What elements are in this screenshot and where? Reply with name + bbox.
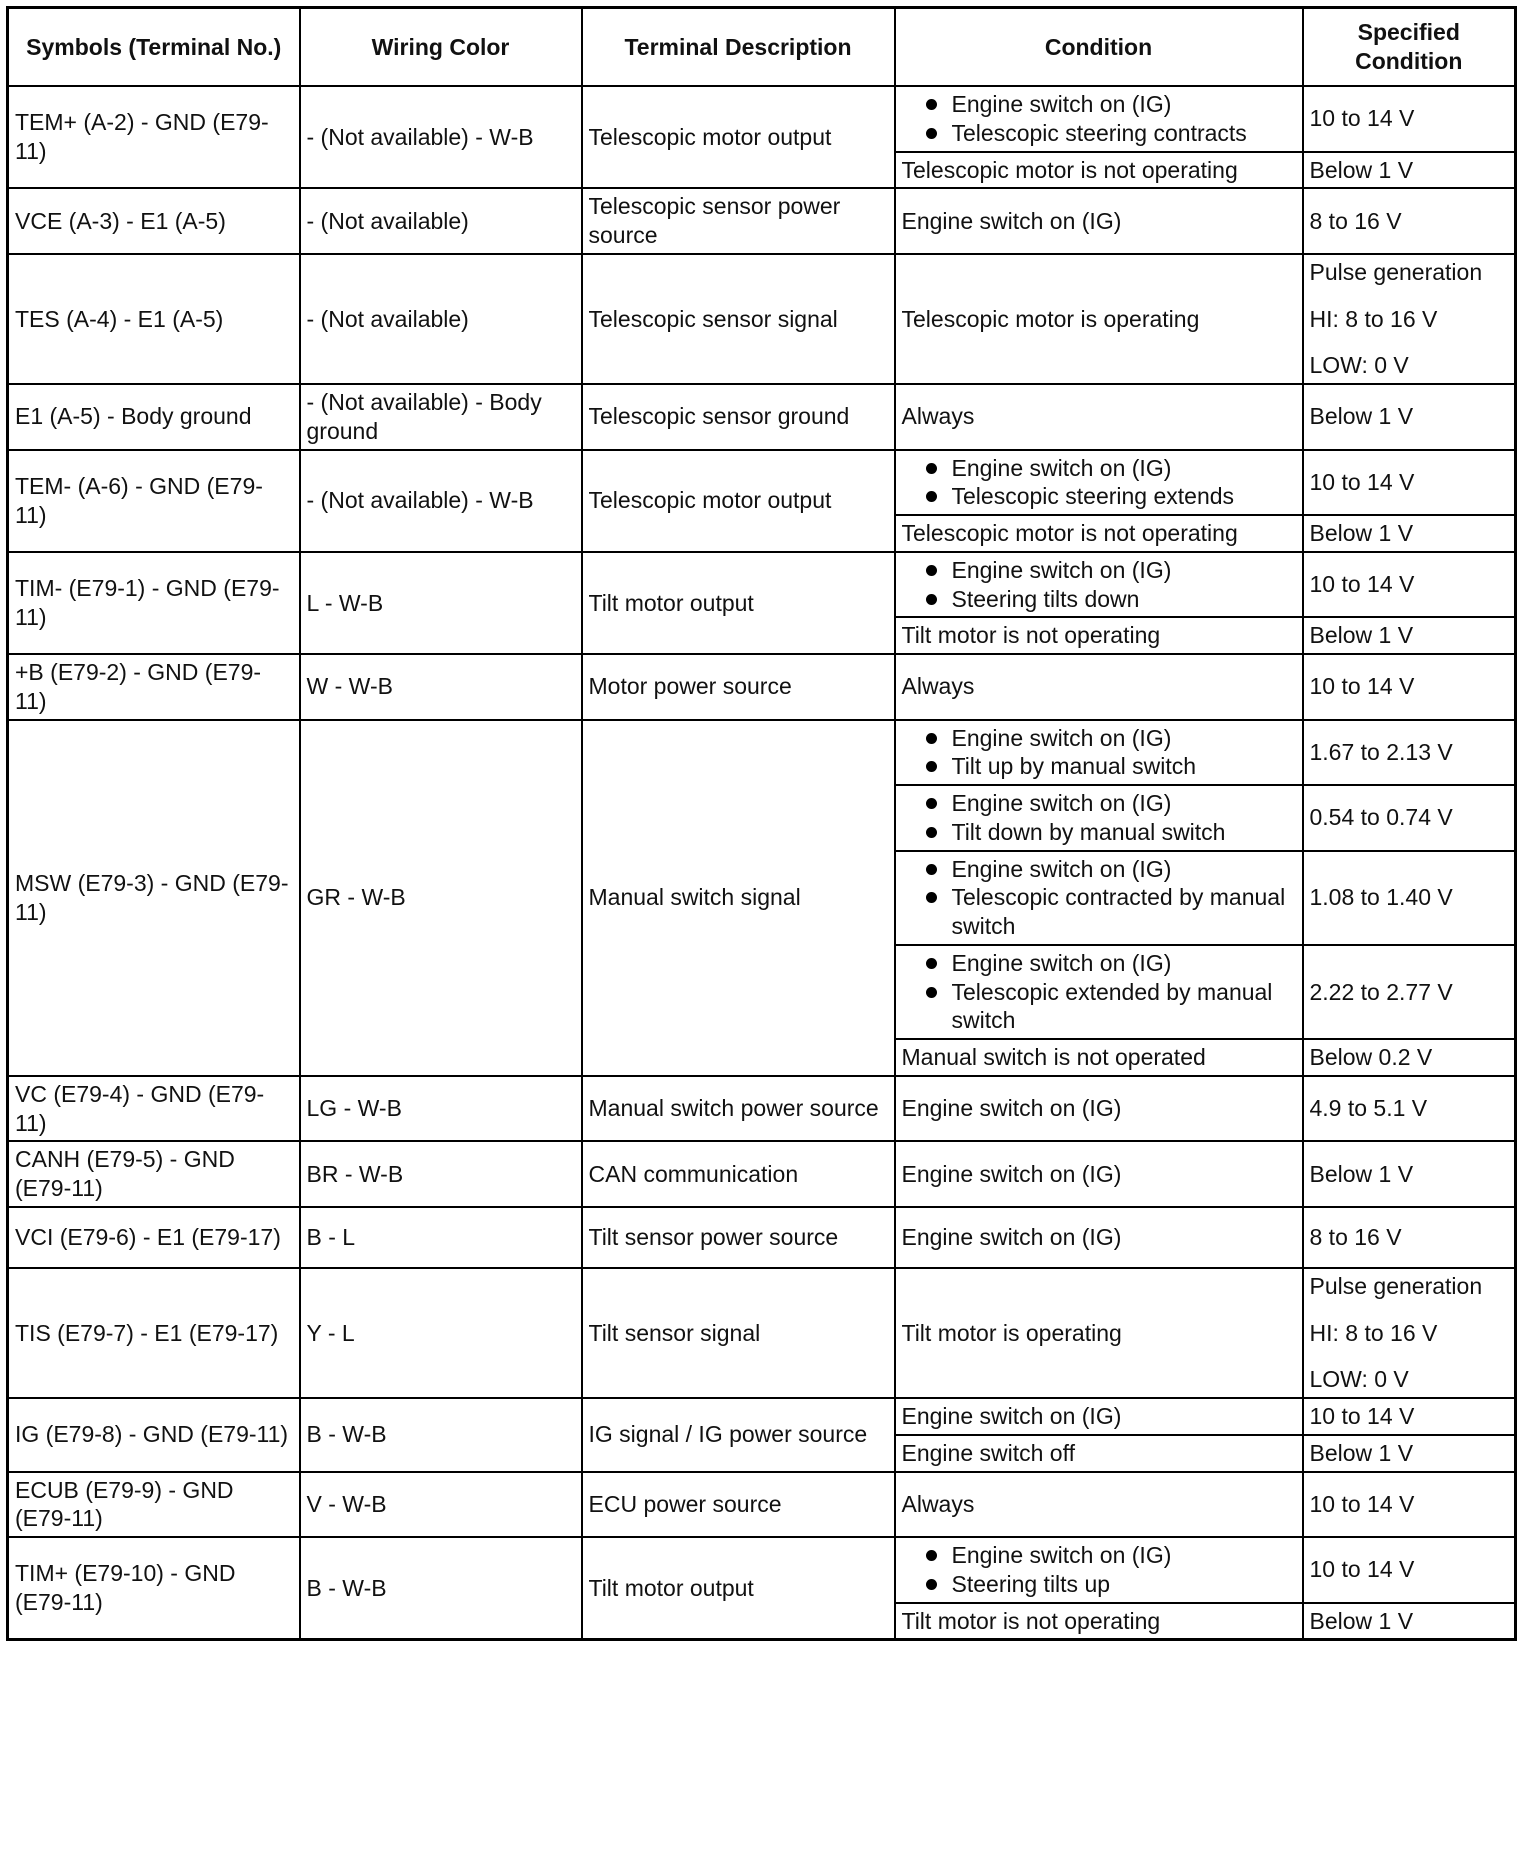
cell-spec: 10 to 14 V [1303, 1537, 1516, 1603]
cell-description: Tilt sensor power source [582, 1207, 895, 1268]
cell-spec: 8 to 16 V [1303, 188, 1516, 254]
table-row [8, 1472, 1516, 1538]
cell-symbols: VCE (A-3) - E1 (A-5) [8, 188, 300, 254]
cell-spec: Below 1 V [1303, 1603, 1516, 1640]
header-specified-condition [1303, 8, 1516, 87]
cell-wiring: - (Not available) - W-B [300, 86, 582, 188]
cell-spec [1303, 254, 1516, 384]
cell-condition [895, 86, 1303, 152]
cell-spec: 1.67 to 2.13 V [1303, 720, 1516, 786]
cell-condition: Telescopic motor is not operating [895, 515, 1303, 552]
condition-bullet: Telescopic steering contracts [926, 119, 1296, 148]
cell-description: Manual switch signal [582, 720, 895, 1076]
condition-bullet: Tilt up by manual switch [926, 752, 1296, 781]
condition-bullet: Engine switch on (IG) [926, 556, 1296, 585]
cell-wiring: - (Not available) - W-B [300, 450, 582, 552]
table-row [8, 654, 1516, 720]
cell-description: Motor power source [582, 654, 895, 720]
cell-description: Telescopic motor output [582, 450, 895, 552]
table-row [8, 1398, 1516, 1435]
condition-bullet: Engine switch on (IG) [926, 789, 1296, 818]
cell-condition [895, 720, 1303, 786]
cell-symbols: +B (E79-2) - GND (E79-11) [8, 654, 300, 720]
header-specified-line2: Condition [1355, 48, 1463, 74]
cell-spec: 10 to 14 V [1303, 86, 1516, 152]
condition-bullet: Tilt down by manual switch [926, 818, 1296, 847]
header-terminal-description: Terminal Description [582, 8, 895, 87]
cell-spec: Below 0.2 V [1303, 1039, 1516, 1076]
table-row [8, 450, 1516, 516]
cell-wiring: BR - W-B [300, 1141, 582, 1207]
cell-symbols: MSW (E79-3) - GND (E79-11) [8, 720, 300, 1076]
table-row [8, 384, 1516, 450]
cell-condition [895, 945, 1303, 1039]
table-row [8, 552, 1516, 618]
cell-symbols: ECUB (E79-9) - GND (E79-11) [8, 1472, 300, 1538]
cell-description: Tilt motor output [582, 552, 895, 654]
cell-condition [895, 851, 1303, 945]
spec-line: HI: 8 to 16 V [1309, 1319, 1438, 1346]
condition-bullet: Engine switch on (IG) [926, 724, 1296, 753]
cell-description: ECU power source [582, 1472, 895, 1538]
table-row [8, 720, 1516, 786]
table-row [8, 1207, 1516, 1268]
cell-symbols: E1 (A-5) - Body ground [8, 384, 300, 450]
cell-spec: Below 1 V [1303, 1141, 1516, 1207]
cell-wiring: Y - L [300, 1268, 582, 1398]
cell-condition: Telescopic motor is operating [895, 254, 1303, 384]
condition-bullet: Engine switch on (IG) [926, 1541, 1296, 1570]
condition-bullet: Telescopic extended by manual switch [926, 978, 1296, 1036]
cell-spec: 0.54 to 0.74 V [1303, 785, 1516, 851]
cell-condition: Tilt motor is not operating [895, 1603, 1303, 1640]
condition-bullet: Telescopic contracted by manual switch [926, 883, 1296, 941]
cell-symbols: TIM- (E79-1) - GND (E79-11) [8, 552, 300, 654]
cell-condition: Always [895, 1472, 1303, 1538]
cell-symbols: VC (E79-4) - GND (E79-11) [8, 1076, 300, 1142]
cell-condition: Engine switch off [895, 1435, 1303, 1472]
cell-condition: Tilt motor is not operating [895, 617, 1303, 654]
cell-symbols: TIS (E79-7) - E1 (E79-17) [8, 1268, 300, 1398]
spec-line: LOW: 0 V [1309, 352, 1409, 379]
cell-wiring: - (Not available) [300, 254, 582, 384]
cell-wiring: - (Not available) - Body ground [300, 384, 582, 450]
cell-symbols: TIM+ (E79-10) - GND (E79-11) [8, 1537, 300, 1640]
header-symbols: Symbols (Terminal No.) [8, 8, 300, 87]
spec-line: Pulse generation [1309, 258, 1483, 285]
cell-condition: Engine switch on (IG) [895, 1207, 1303, 1268]
cell-condition: Always [895, 384, 1303, 450]
cell-wiring: V - W-B [300, 1472, 582, 1538]
cell-wiring: B - W-B [300, 1398, 582, 1472]
cell-description: Telescopic sensor signal [582, 254, 895, 384]
cell-symbols: TEM+ (A-2) - GND (E79-11) [8, 86, 300, 188]
cell-spec: 4.9 to 5.1 V [1303, 1076, 1516, 1142]
cell-description: Tilt sensor signal [582, 1268, 895, 1398]
cell-wiring: - (Not available) [300, 188, 582, 254]
cell-condition [895, 552, 1303, 618]
cell-condition [895, 785, 1303, 851]
cell-description: IG signal / IG power source [582, 1398, 895, 1472]
cell-spec: 10 to 14 V [1303, 1472, 1516, 1538]
cell-condition: Engine switch on (IG) [895, 188, 1303, 254]
header-wiring-color: Wiring Color [300, 8, 582, 87]
header-condition: Condition [895, 8, 1303, 87]
condition-bullet: Telescopic steering extends [926, 482, 1296, 511]
cell-spec: 10 to 14 V [1303, 1398, 1516, 1435]
table-row [8, 188, 1516, 254]
cell-condition [895, 450, 1303, 516]
condition-bullet: Steering tilts up [926, 1570, 1296, 1599]
spec-line: HI: 8 to 16 V [1309, 305, 1438, 332]
cell-wiring: B - W-B [300, 1537, 582, 1640]
cell-symbols: CANH (E79-5) - GND (E79-11) [8, 1141, 300, 1207]
cell-description: Telescopic motor output [582, 86, 895, 188]
cell-spec: Below 1 V [1303, 1435, 1516, 1472]
spec-line: LOW: 0 V [1309, 1366, 1409, 1393]
cell-condition: Telescopic motor is not operating [895, 152, 1303, 189]
header-specified-line1: Specified [1357, 19, 1460, 46]
header-row [8, 8, 1516, 87]
condition-bullet: Engine switch on (IG) [926, 949, 1296, 978]
cell-condition: Engine switch on (IG) [895, 1398, 1303, 1435]
table-row [8, 1537, 1516, 1603]
cell-condition: Engine switch on (IG) [895, 1141, 1303, 1207]
table-row [8, 1076, 1516, 1142]
cell-description: Manual switch power source [582, 1076, 895, 1142]
cell-spec: 10 to 14 V [1303, 654, 1516, 720]
cell-spec [1303, 1268, 1516, 1398]
cell-condition [895, 1537, 1303, 1603]
cell-wiring: LG - W-B [300, 1076, 582, 1142]
table-row [8, 86, 1516, 152]
cell-symbols: VCI (E79-6) - E1 (E79-17) [8, 1207, 300, 1268]
condition-bullet: Engine switch on (IG) [926, 454, 1296, 483]
cell-wiring: W - W-B [300, 654, 582, 720]
cell-wiring: GR - W-B [300, 720, 582, 1076]
cell-spec: Below 1 V [1303, 384, 1516, 450]
cell-symbols: TES (A-4) - E1 (A-5) [8, 254, 300, 384]
cell-symbols: IG (E79-8) - GND (E79-11) [8, 1398, 300, 1472]
spec-line: Pulse generation [1309, 1272, 1483, 1299]
cell-condition: Manual switch is not operated [895, 1039, 1303, 1076]
cell-spec: 10 to 14 V [1303, 552, 1516, 618]
terminal-table-container [6, 6, 1517, 1641]
cell-spec: 1.08 to 1.40 V [1303, 851, 1516, 945]
cell-spec: Below 1 V [1303, 152, 1516, 189]
cell-condition: Always [895, 654, 1303, 720]
cell-description: Telescopic sensor ground [582, 384, 895, 450]
cell-spec: 10 to 14 V [1303, 450, 1516, 516]
terminal-table [6, 6, 1517, 1641]
cell-condition: Tilt motor is operating [895, 1268, 1303, 1398]
cell-spec: Below 1 V [1303, 515, 1516, 552]
cell-symbols: TEM- (A-6) - GND (E79-11) [8, 450, 300, 552]
cell-wiring: B - L [300, 1207, 582, 1268]
table-row [8, 1268, 1516, 1398]
cell-spec: 8 to 16 V [1303, 1207, 1516, 1268]
cell-description: Tilt motor output [582, 1537, 895, 1640]
cell-wiring: L - W-B [300, 552, 582, 654]
table-row [8, 254, 1516, 384]
cell-spec: Below 1 V [1303, 617, 1516, 654]
cell-spec: 2.22 to 2.77 V [1303, 945, 1516, 1039]
cell-description: CAN communication [582, 1141, 895, 1207]
table-row [8, 1141, 1516, 1207]
condition-bullet: Steering tilts down [926, 585, 1296, 614]
condition-bullet: Engine switch on (IG) [926, 90, 1296, 119]
cell-condition: Engine switch on (IG) [895, 1076, 1303, 1142]
cell-description: Telescopic sensor power source [582, 188, 895, 254]
condition-bullet: Engine switch on (IG) [926, 855, 1296, 884]
